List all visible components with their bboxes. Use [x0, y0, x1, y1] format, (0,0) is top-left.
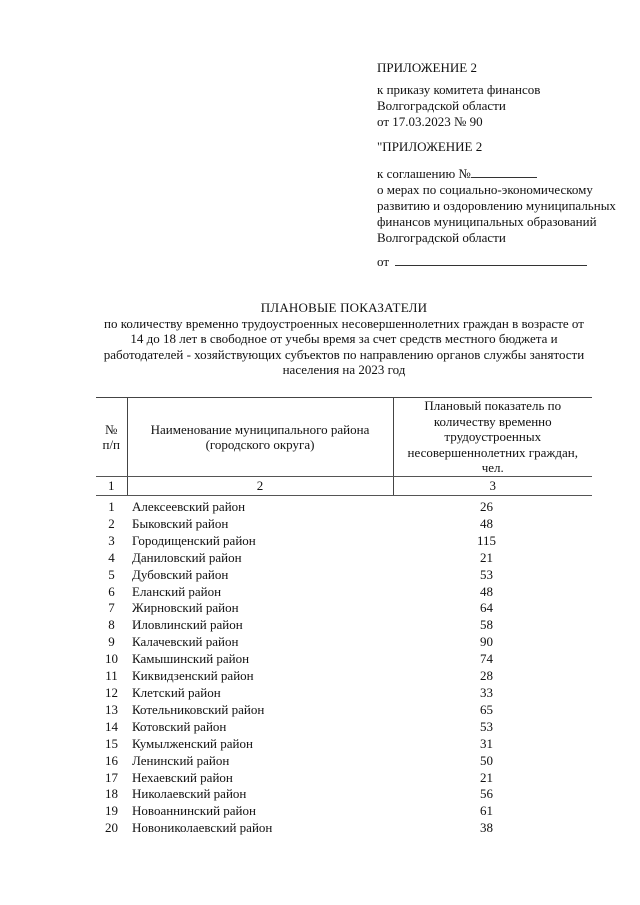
- agreement-annex-title: "ПРИЛОЖЕНИЕ 2: [377, 139, 483, 154]
- district-name: Камышинский район: [132, 651, 250, 667]
- planned-value: 64: [480, 600, 493, 616]
- agreement-date-blank: [395, 253, 587, 266]
- district-name: Нехаевский район: [132, 769, 233, 785]
- district-name: Иловлинский район: [132, 617, 243, 633]
- district-name: Котовский район: [132, 718, 227, 734]
- planned-value: 74: [480, 651, 493, 667]
- district-name: Новониколаевский район: [132, 820, 273, 836]
- agreement-line: финансов муниципальных образований: [377, 214, 597, 229]
- district-name: Киквидзенский район: [132, 668, 254, 684]
- table-row: [96, 496, 592, 516]
- document-title: ПЛАНОВЫЕ ПОКАЗАТЕЛИ: [260, 300, 428, 315]
- agreement-number-blank: [471, 165, 537, 178]
- row-number: 20: [105, 820, 118, 836]
- district-name: Клетский район: [132, 684, 221, 700]
- column-number-row: [96, 477, 592, 496]
- document-subtitle-line: по количеству временно трудоустроенных несовершеннолетних граждан в возрасте от: [104, 315, 584, 331]
- annex-title: ПРИЛОЖЕНИЕ 2: [377, 60, 477, 75]
- column-number: 1: [96, 477, 127, 496]
- district-name: Новоаннинский район: [132, 803, 256, 819]
- row-number: 8: [108, 617, 115, 633]
- agreement-line: Волгоградской области: [377, 230, 506, 245]
- planned-value: 28: [480, 668, 493, 684]
- agreement-line: развитию и оздоровлению муниципальных: [377, 198, 616, 213]
- planned-value: 50: [480, 752, 493, 768]
- table-row: [96, 567, 592, 584]
- table-row: [96, 600, 592, 617]
- district-name: Дубовский район: [132, 566, 229, 582]
- row-number: 4: [108, 549, 115, 565]
- planned-value: 90: [480, 634, 493, 650]
- table-row: [96, 753, 592, 770]
- district-name: Даниловский район: [132, 549, 242, 565]
- district-name: Ленинский район: [132, 752, 230, 768]
- planned-value: 56: [480, 786, 493, 802]
- document-subtitle-line: 14 до 18 лет в свободное от учебы время за счет средств местного бюджета и: [130, 331, 558, 346]
- district-name: Городищенский район: [132, 532, 256, 548]
- column-number: 2: [127, 477, 393, 496]
- table-row: [96, 584, 592, 601]
- row-number: 15: [105, 735, 118, 751]
- annex-line: Волгоградской области: [377, 98, 506, 113]
- planned-indicators-table: [96, 397, 592, 837]
- planned-value: 65: [480, 701, 493, 717]
- planned-value: 21: [480, 549, 493, 565]
- table-row: [96, 685, 592, 702]
- planned-value: 31: [480, 735, 493, 751]
- table-row: [96, 516, 592, 533]
- annex-order-date: от 17.03.2023 № 90: [377, 114, 483, 129]
- table-row: [96, 651, 592, 668]
- table-row: [96, 533, 592, 550]
- column-number: 3: [393, 477, 592, 496]
- planned-value: 48: [480, 515, 493, 531]
- planned-value: 38: [480, 820, 493, 836]
- district-name: Котельниковский район: [132, 701, 265, 717]
- district-name: Калачевский район: [132, 634, 239, 650]
- document-subtitle-line: населения на 2023 год: [282, 362, 406, 377]
- agreement-line: о мерах по социально-экономическому: [377, 182, 593, 197]
- row-number: 13: [105, 701, 118, 717]
- planned-value: 26: [480, 499, 493, 514]
- row-number: 1: [108, 499, 115, 514]
- district-name: Быковский район: [132, 515, 229, 531]
- table-row: [96, 617, 592, 634]
- row-number: 14: [105, 718, 118, 734]
- row-number: 9: [108, 634, 115, 650]
- annex-block: [377, 60, 627, 130]
- agreement-annex-block: [377, 139, 632, 270]
- district-name: Алексеевский район: [132, 499, 246, 514]
- document-subtitle-line: работодателей - хозяйствующих субъектов по направлению органов службы занятости: [103, 346, 585, 362]
- table-row: [96, 668, 592, 685]
- planned-value: 53: [480, 718, 493, 734]
- planned-value: 115: [476, 532, 497, 548]
- district-name: Еланский район: [132, 583, 222, 599]
- row-number: 3: [108, 532, 115, 548]
- row-number: 10: [105, 651, 118, 667]
- agreement-number-line: [377, 165, 632, 182]
- agreement-date-label: от: [377, 254, 390, 269]
- annex-line: к приказу комитета финансов: [377, 82, 541, 97]
- planned-value: 21: [480, 769, 493, 785]
- table-row: [96, 786, 592, 803]
- district-name: Кумылженский район: [132, 735, 253, 751]
- row-number: 18: [105, 786, 118, 802]
- header-district-name: Наименование муниципального района (городского округа): [127, 398, 393, 477]
- header-planned-value: Плановый показатель по количеству временно трудоустроенных несовершеннолетних граждан, чел.: [393, 398, 592, 477]
- planned-value: 48: [480, 583, 493, 599]
- planned-value: 53: [480, 566, 493, 582]
- row-number: 17: [105, 769, 118, 785]
- table-row: [96, 702, 592, 719]
- table-row: [96, 719, 592, 736]
- table-row: [96, 820, 592, 837]
- row-number: 6: [108, 583, 115, 599]
- header-number: № п/п: [96, 398, 127, 477]
- table-row: [96, 550, 592, 567]
- planned-value: 58: [480, 617, 493, 633]
- table-row: [96, 803, 592, 820]
- district-name: Жирновский район: [132, 600, 239, 616]
- row-number: 2: [108, 515, 115, 531]
- row-number: 7: [108, 600, 115, 616]
- row-number: 19: [105, 803, 118, 819]
- table-row: [96, 634, 592, 651]
- planned-value: 33: [480, 684, 493, 700]
- row-number: 12: [105, 684, 118, 700]
- table-row: [96, 736, 592, 753]
- agreement-number-label: к соглашению №: [377, 166, 471, 181]
- table-row: [96, 770, 592, 787]
- document-heading: [96, 300, 592, 378]
- row-number: 5: [108, 566, 115, 582]
- table-header-row: [96, 398, 592, 477]
- row-number: 16: [105, 752, 118, 768]
- row-number: 11: [105, 668, 118, 684]
- district-name: Николаевский район: [132, 786, 247, 802]
- agreement-date-line: [377, 253, 632, 270]
- planned-value: 61: [480, 803, 493, 819]
